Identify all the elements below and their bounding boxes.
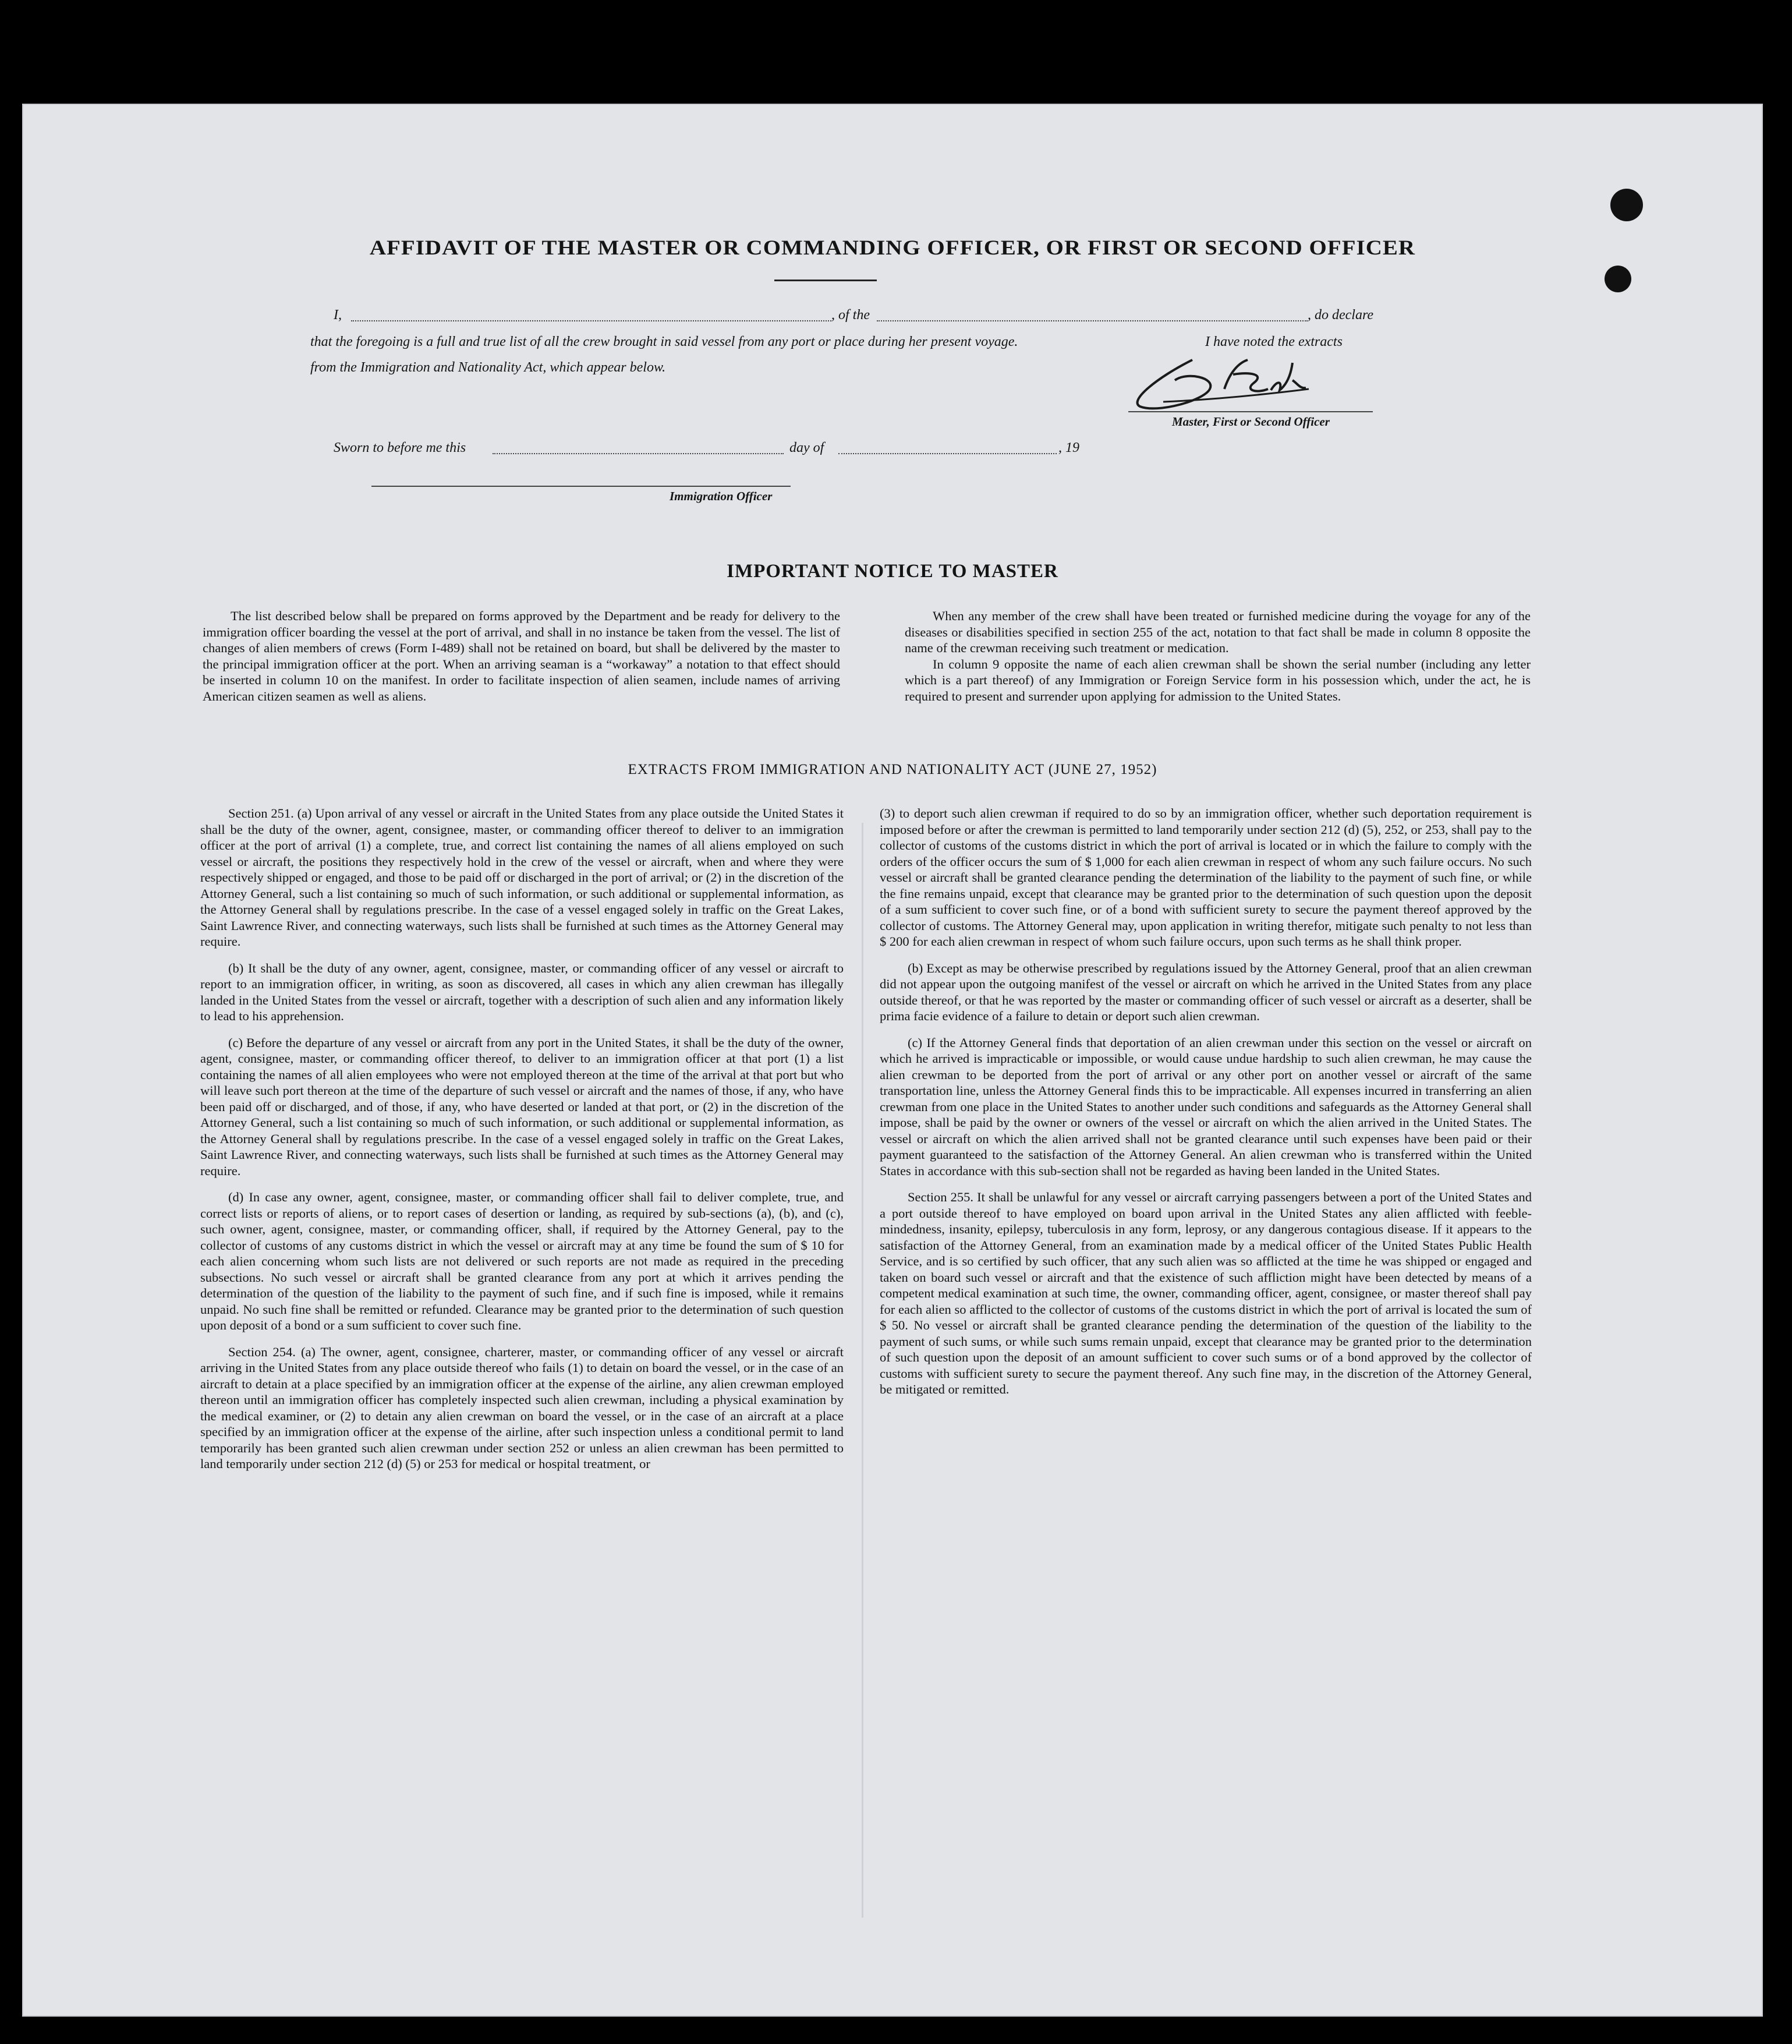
section-251-c: (c) Before the departure of any vessel or aircraft from any port in the United States, it shall be the duty of the owner, agent, consignee, master, or commanding officer thereof, to deliver to an immigration officer at that port (1) a list containing the names of all alien employees who were not employed thereon at the time of the arrival at that port but who will leave such port thereon at the time of the departure of such vessel or aircraft and the names of those, if any, who have been paid off or discharged, and of those, if any, who have deserted or landed at that port, or (2) in the discretion of the Attorney General, such a list containing so much of such information, or such additional or supplemental information, as the Attorney General shall by regulations prescribe. In the case of a vessel engaged solely in traffic on the Great Lakes, Saint Lawrence River, and connecting waterways, such lists shall be furnished at such times as the Attorney General may require. bbox=[200, 1035, 844, 1178]
extracts-title: EXTRACTS FROM IMMIGRATION AND NATIONALITY ACT (JUNE 27, 1952) bbox=[628, 762, 1157, 777]
notice-title: IMPORTANT NOTICE TO MASTER bbox=[727, 561, 1058, 582]
section-254-c: (c) If the Attorney General finds that deportation of an alien crewman under this section on the vessel or aircraft on which he arrived is impracticable or impossible, or would cause undue hardship to such alien crewman, he may cause the alien crewman to be deported from the port of arrival or any other port on another vessel or aircraft of the same transportation line, unless the Attorney General finds this to be impracticable. All expenses incurred in transferring an alien crewman from one place in the United States to another under such conditions and safeguards as the Attorney General shall impose, shall be paid by the owner or owners of the vessel or aircraft on which the alien arrived in the United States. The vessel or aircraft on which the alien arrived shall not be granted clearance until such expenses have been paid or their payment guaranteed to the satisfaction of the Attorney General. An alien crewman who is transferred within the United States in accordance with this sub-section shall not be regarded as having been landed in the United States. bbox=[880, 1035, 1532, 1178]
section-251-b: (b) It shall be the duty of any owner, agent, consignee, master, or commanding officer of any vessel or aircraft to report to an immigration officer, in writing, as soon as discovered, all cases in which any alien crewman has illegally landed in the United States from the vessel or aircraft, together with a description of such alien and any information likely to lead to his apprehension. bbox=[200, 960, 844, 1023]
declare-i-label: I, bbox=[334, 307, 342, 323]
sworn-label: Sworn to before me this bbox=[334, 440, 466, 455]
notice-right-column bbox=[905, 608, 1531, 715]
of-the-label: , of the bbox=[831, 307, 870, 323]
signature-caption: Master, First or Second Officer bbox=[1172, 415, 1330, 429]
section-254-a: Section 254. (a) The owner, agent, consignee, charterer, master, or commanding officer of any vessel or aircraft arriving in the United States from any place outside thereof who fails (1) to detain on board the vessel, or in the case of an aircraft to detain at a place specified by an immigration officer at the expense of the airline, any alien crewman employed thereon until an immigration officer has completely inspected such alien crewman, including a physical examination by the medical examiner, or (2) to detain any alien crewman on board the vessel, or in the case of an aircraft at a place specified by an immigration officer at the expense of the airline, after such inspection unless a conditional permit to land temporarily has been granted such alien crewman under section 252 or unless an alien crewman has been permitted to land temporarily under section 212 (d) (5) or 253 for medical or hospital treatment, or bbox=[200, 1344, 844, 1471]
immigration-officer-signature-line[interactable] bbox=[371, 486, 791, 487]
notice-left-paragraph: The list described below shall be prepared on forms approved by the Department and be ready for delivery to the immigration officer boarding the vessel at the port of arrival, and shall in no instance be taken from the vessel. The list of changes of alien members of crews (Form I-489) shall not be retained on board, but shall be delivered by the master to the principal immigration officer at the port. When an arriving seaman is a “workaway” a notation to that effect should be inserted in column 10 on the manifest. In order to facilitate inspection of alien seamen, include names of arriving American citizen seamen as well as aliens. bbox=[203, 609, 840, 703]
year-label: , 19 bbox=[1058, 440, 1079, 455]
notice-right-paragraph-2: In column 9 opposite the name of each alien crewman shall be shown the serial number (including any letter which is a part thereof) of any Immigration or Foreign Service form in his possession which, under the act, he is required to present and surrender upon applying for admission to the United States. bbox=[905, 656, 1531, 703]
day-of-label: day of bbox=[789, 440, 824, 455]
sworn-month-field[interactable] bbox=[838, 453, 1057, 454]
affidavit-title: AFFIDAVIT OF THE MASTER OR COMMANDING OFFICER, OR FIRST OR SECOND OFFICER bbox=[369, 236, 1416, 259]
master-name-field[interactable] bbox=[351, 320, 831, 321]
notice-left-column bbox=[203, 608, 840, 715]
title-underline bbox=[774, 280, 877, 281]
extracts-right-column bbox=[880, 805, 1532, 1408]
section-254-b: (b) Except as may be otherwise prescribed by regulations issued by the Attorney General, proof that an alien crewman did not appear upon the outgoing manifest of the vessel or aircraft on which he arrived in the United States from any place outside thereof, or that he was reported by the master or commanding officer of such vessel or aircraft as a deserter, shall be prima facie evidence of a failure to detain or deport such alien crewman. bbox=[880, 960, 1532, 1023]
punch-hole-mark bbox=[1610, 189, 1643, 221]
section-255: Section 255. It shall be unlawful for any vessel or aircraft carrying passengers between a port of the United States and a port outside thereof to have employed on board upon arrival in the United States any alien afflicted with feeble-mindedness, insanity, epilepsy, tuberculosis in any form, leprosy, or any dangerous contagious disease. If it appears to the satisfaction of the Attorney General, from an examination made by a medical officer of the United States Public Health Service, and is so certified by such officer, that any such alien was so afflicted at the time he was shipped or engaged and taken on board such vessel or aircraft and that the existence of such affliction might have been detected by means of a competent medical examination at such time, the owner, commanding officer, agent, consignee, or master thereof shall pay for each alien so afflicted to the collector of customs of the customs district in which the port of arrival is located the sum of $ 50. No vessel or aircraft shall be granted clearance pending the determination of the question of the liability to the payment of such sums, or while such sums remain unpaid, except that clearance may be granted prior to the determination of such question upon the deposit of an amount sufficient to cover such sums or of a bond approved by the collector of customs with sufficient surety to secure the payment thereof. Any such fine may, in the discretion of the Attorney General, be mitigated or remitted. bbox=[880, 1190, 1532, 1396]
immigration-officer-caption: Immigration Officer bbox=[670, 489, 773, 503]
column-divider bbox=[862, 823, 863, 1918]
extracts-left-column bbox=[200, 805, 844, 1483]
section-251-d: (d) In case any owner, agent, consignee, master, or commanding officer shall fail to deliver complete, true, and correct lists or reports of aliens, or to report cases of desertion or landing, as required by sub-sections (a), (b), and (c), such owner, agent, consignee, master, or commanding officer, shall, if required by the Attorney General, pay to the collector of customs of any customs district in which the vessel or aircraft may at any time be found the sum of $ 10 for each alien concerning whom such lists are not delivered or such reports are not made as required in the preceding subsections. No such vessel or aircraft shall be granted clearance from any port at which it arrives pending the determination of the question of the liability to the payment of such fine, and if such fine is imposed, while it remains unpaid. No such fine shall be remitted or refunded. Clearance may be granted prior to the determination of such question upon deposit of a bond or a sum sufficient to cover such fine. bbox=[200, 1190, 844, 1332]
noted-extracts-text: I have noted the extracts bbox=[1205, 334, 1343, 349]
section-251-a: Section 251. (a) Upon arrival of any vessel or aircraft in the United States from any place outside the United States it shall be the duty of the owner, agent, consignee, master, or commanding officer thereof to deliver to an immigration officer at the port of arrival (1) a complete, true, and correct list containing the names of all aliens employed on such vessel or aircraft, the positions they respectively hold in the crew of the vessel or aircraft, when and where they were respectively shipped or engaged, and those to be paid off or discharged in the port of arrival; or (2) in the discretion of the Attorney General, such a list containing so much of such information, or such additional or supplemental information, as the Attorney General shall by regulations prescribe. In the case of a vessel engaged solely in traffic on the Great Lakes, Saint Lawrence River, and connecting waterways, such lists shall be furnished at such times as the Attorney General may require. bbox=[200, 806, 844, 949]
section-254-a-continued: (3) to deport such alien crewman if required to do so by an immigration officer, whether such deportation requirement is imposed before or after the crewman is permitted to land temporarily under section 212 (d) (5), 252, or 253, shall pay to the collector of customs of the customs district in which the port of arrival is located or in which the failure to comply with the orders of the officer occurs the sum of $ 1,000 for each alien crewman in respect of whom any such failure occurs. No such vessel or aircraft shall be granted clearance pending the determination of the liability to the payment of such fine, or while the fine remains unpaid, except that clearance may be granted prior to the determination of such question upon the deposit of a sum sufficient to cover such fine, or of a bond with sufficient surety to secure the payment thereof approved by the collector of customs. The Attorney General may, upon application in writing therefor, mitigate such penalty to not less than $ 200 for each alien crewman in respect of whom such failure occurs, upon such terms as he shall think proper. bbox=[880, 806, 1532, 949]
sworn-day-field[interactable] bbox=[493, 453, 784, 454]
declaration-text: that the foregoing is a full and true list of all the crew brought in said vessel from any port or place during her present voyage. bbox=[310, 334, 1018, 349]
punch-hole-mark bbox=[1605, 266, 1631, 292]
extracts-reference-text: from the Immigration and Nationality Act, which appear below. bbox=[310, 360, 666, 375]
document-page bbox=[22, 104, 1763, 2017]
notice-right-paragraph-1: When any member of the crew shall have been treated or furnished medicine during the voyage for any of the diseases or disabilities specified in section 255 of the act, notation to that fact shall be made in column 8 opposite the name of the crewman receiving such treatment or medication. bbox=[905, 609, 1531, 655]
signature-line bbox=[1128, 411, 1373, 412]
vessel-name-field[interactable] bbox=[877, 320, 1308, 321]
do-declare-label: , do declare bbox=[1308, 307, 1374, 323]
handwritten-signature bbox=[1122, 348, 1367, 418]
